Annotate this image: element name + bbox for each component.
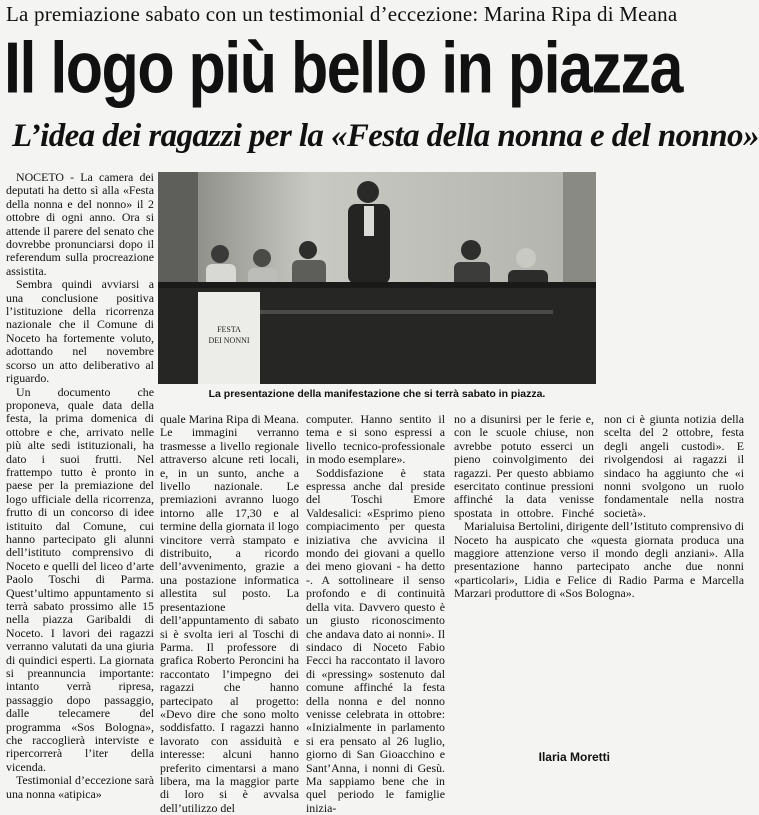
paragraph: NOCETO - La camera dei deputati ha detto sì alla «Festa della nonna e del nonno» il 2 ottobre di ogni anno. Ora si attende il parere del senato che dovrebbe pronunciarsi dopo il referendum sulla procreazione assistita. — [6, 170, 154, 278]
kicker: La premiazione sabato con un testimonial d’eccezione: Marina Ripa di Meana — [6, 2, 678, 26]
article-column-4 — [454, 413, 744, 769]
sign-label: FESTA DEI NONNI — [208, 325, 250, 345]
paragraph: no a disunirsi per le ferie e, con le scuole chiuse, non avrebbe potuto esserci un pieno coinvolgimento dei ragazzi. Per questo abbiamo esercitato continue pressioni affinché la data venisse spostata in ottobre. Finché non ci è giunta notizia della scelta del 2 ottobre, festa degli angeli custodi». E rivolgendosi ai ragazzi il sindaco ha aggiunto che «i nonni svolgono un ruolo fondamentale nella nostra società». — [454, 412, 744, 520]
paragraph: Marialuisa Bertolini, dirigente dell’Istituto comprensivo di Noceto ha auspicato che «questa giornata produca una maggiore attenzione verso il mondo degli anziani». Alla presentazione hanno partecipato anche due nonni «particolari», Lidia e Felice di Radio Parma e Marcella Marzari produttore di «Sos Bologna». — [454, 519, 744, 601]
paragraph: Testimonial d’eccezione sarà una nonna «atipica» — [6, 773, 154, 801]
paragraph: Soddisfazione è stata espressa anche dal preside del Toschi Emore Valdesalici: «Esprimo pieno compiacimento per questa iniziativa che avvicina il mondo dei giovani a quello dei meno giovani - ha detto -. A sottolineare il senso profondo e di continuità della vita. Davvero questo è un giusto riconoscimento che andava dato ai nonni». Il sindaco di Noceto Fabio Fecci ha raccontato il lavoro di «pressing» sostenuto dal comune affinché la festa della nonna e del nonno venisse celebrata in ottobre: «Inizialmente in parlamento si era pensato al 26 luglio, giorno di San Gioacchino e Sant’Anna, i nonni di Gesù. Ma sappiamo bene che in quel periodo le famiglie inizia- — [306, 465, 445, 815]
paragraph: Sembra quindi avviarsi a una conclusione positiva l’istituzione della ricorrenza nazionale che il Comune di Noceto ha fortemente voluto, adottando nel novembre scorso un atto deliberativo al riguardo. — [6, 277, 154, 386]
press-conference-photo — [158, 172, 596, 384]
paragraph: Un documento che proponeva, quale data della festa, la prima domenica di ottobre e che, arrivato nelle più alte sedi istituzionali, ha dato i suoi frutti. Nel frattempo tutto è pronto in paese per la premiazione del logo ufficiale della ricorrenza, frutto di un concorso di idee istituito dal Comune, cui hanno partecipato gli alunni dell’istituto comprensivo di Noceto e quelli del liceo d’arte Paolo Toschi di Parma. Quest’ultimo appuntamento si terrà sabato prossimo alle 15 nella piazza Garibaldi di Noceto. I lavori dei ragazzi verranno valutati da una giuria di quindici esperti. La giornata si preannuncia importante: intanto verrà ripresa, passaggio dopo passaggio, dalle telecamere del programma «Sos Bologna», che raccoglierà interviste e ripercorrerà l’iter della vicenda. — [6, 384, 154, 774]
subheadline: L’idea dei ragazzi per la «Festa della nonna e del nonno» — [12, 118, 759, 154]
article-column-3 — [306, 412, 445, 815]
article-column-2 — [160, 412, 300, 815]
paragraph: quale Marina Ripa di Meana. Le immagini verranno trasmesse a livello regionale attraverso alcune reti locali, e, in un sunto, anche a livello nazionale. Le premiazioni avranno luogo intorno alle 17,30 e al termine della giornata il logo vincitore verrà stampato e distribuito, a ricordo dell’avvenimento, grazie a una postazione informatica allestita sul posto. La presentazione dell’appuntamento di sabato si è svolta ieri al Toschi di Parma. Il professore di grafica Roberto Peroncini ha raccontato l’impegno dei ragazzi che hanno partecipato al progetto: «Devo dire che sono molto soddisfatto. I ragazzi hanno lavorato con assiduità e interesse: alcuni hanno preferito cimentarsi a mano libera, ma la maggior parte di loro si è avvalsa dell’utilizzo del — [160, 412, 300, 815]
headline: Il logo più bello in piazza — [4, 27, 682, 108]
article-column-1 — [6, 170, 154, 801]
photo-caption: La presentazione della manifestazione che si terrà sabato in piazza. — [208, 388, 546, 400]
article-photo — [158, 172, 596, 384]
byline: Ilaria Moretti — [538, 750, 610, 764]
paragraph: computer. Hanno sentito il tema e si sono espressi a livello tecnico-professionale in modo esemplare». — [306, 412, 445, 467]
